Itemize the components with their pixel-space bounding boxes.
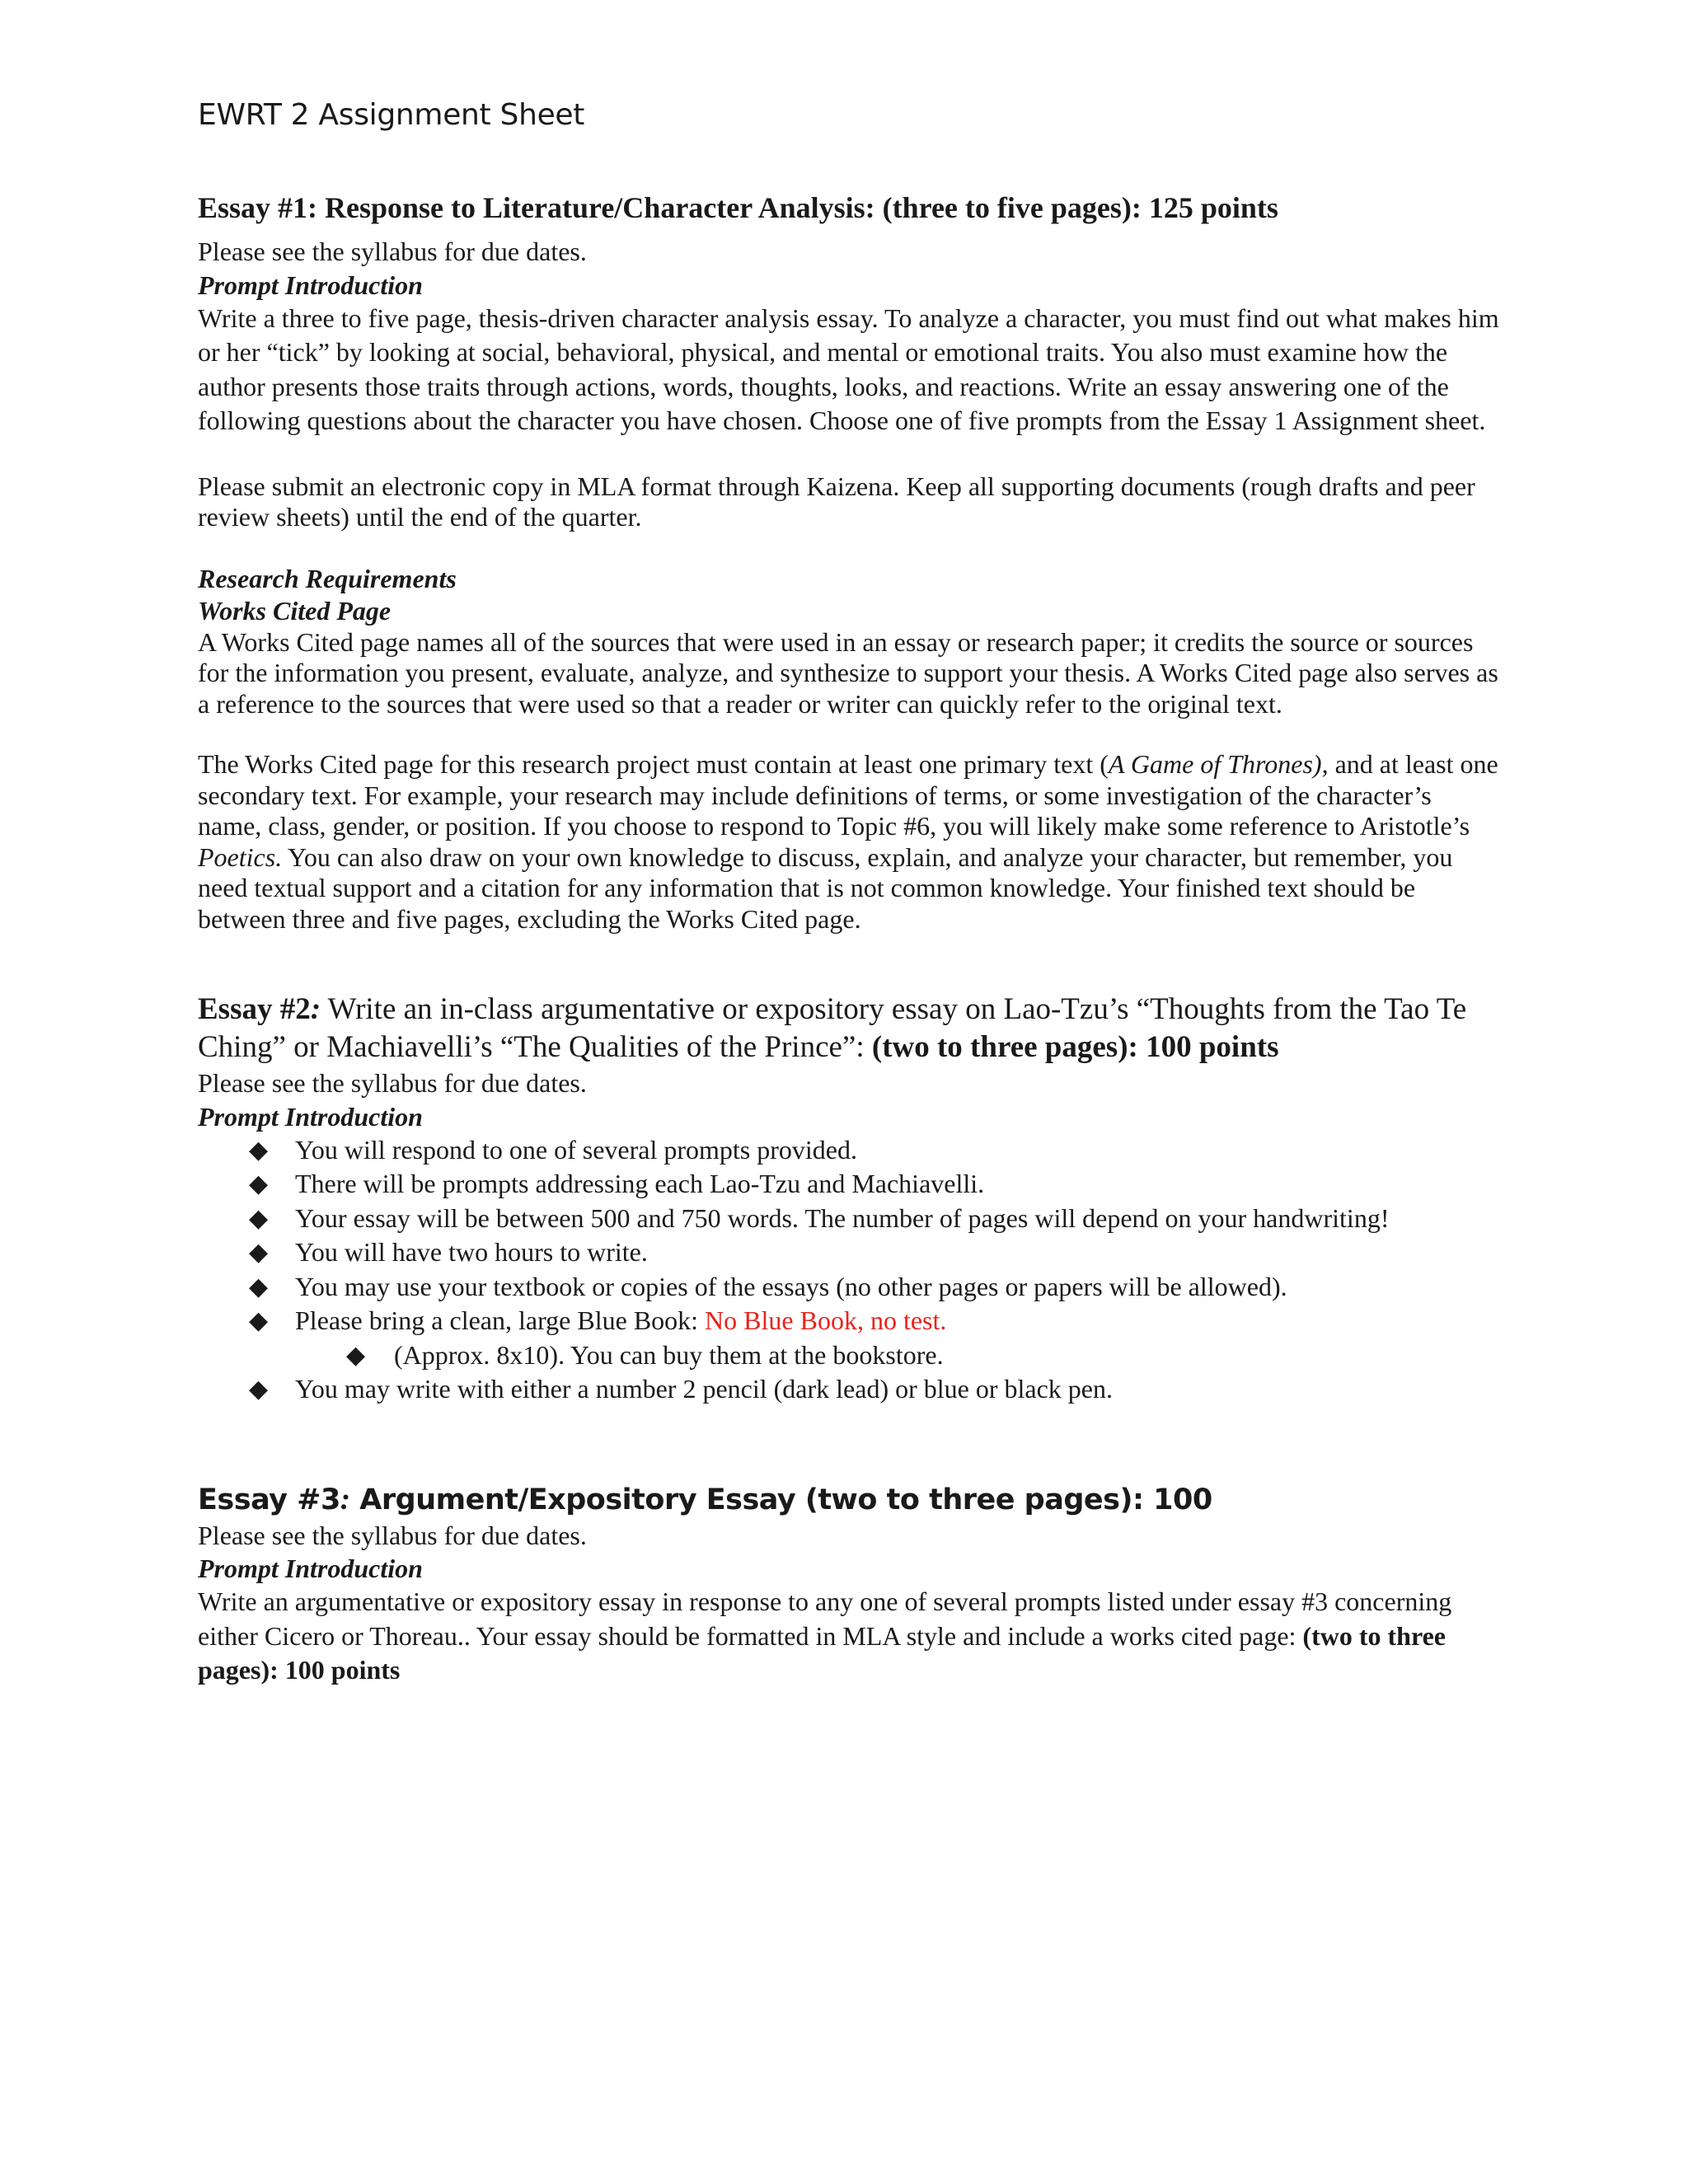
req-part1: The Works Cited page for this research project must contain at least one primary text (: [198, 749, 1109, 780]
req-part2: and at least one secondary text. For example, your research may include definitions of terms, or some investigation of the character’s name, class, gender, or position. If you choose to respond to Topic #6, you will likely make some reference to Aristotle’s: [198, 749, 1498, 841]
essay1-prompt-text: Write a three to five page, thesis-driven character analysis essay. To analyze a character, you must find out what makes him or her “tick” by looking at social, behavioral, physical, and mental or emotional traits. You also must examine how the author presents those traits through actions, words, thoughts, looks, and reactions. Write an essay answering one of the following questions about the character you have chosen. Choose one of five prompts from the Essay 1 Assignment sheet.: [198, 302, 1499, 436]
req-poetics: Poetics.: [198, 841, 283, 872]
essay3-prompt-label: Prompt Introduction: [198, 1554, 423, 1584]
list-item: [249, 1304, 1500, 1338]
diamond-bullet-icon: ◆: [346, 1340, 366, 1370]
essay3-section: [198, 1481, 1500, 1688]
essay1-works-cited-text: A Works Cited page names all of the sources that were used in an essay or research paper; it credits the source or sources for the information you present, evaluate, analyze, and synthesize to support your thesis. A Works Cited page also serves as a reference to the sources that were used so that a reader or writer can quickly refer to the original text.: [198, 626, 1498, 719]
list-item: ◆ (Approx. 8x10). You can buy them at the bookstore.: [249, 1338, 1500, 1373]
diamond-bullet-icon: ◆: [249, 1238, 269, 1268]
essay1-prompt-label: Prompt Introduction: [198, 269, 423, 300]
essay1-requirements-text: [198, 749, 1500, 935]
diamond-bullet-icon: ◆: [249, 1375, 269, 1404]
diamond-bullet-icon: ◆: [249, 1272, 269, 1301]
essay2-bullet-list: [198, 1133, 1500, 1407]
essay1-due: Please see the syllabus for due dates.: [198, 237, 587, 267]
document-page: [198, 97, 1500, 1688]
list-item: ◆ You may use your textbook or copies of the essays (no other pages or papers will be allowed).: [249, 1270, 1500, 1305]
essay1-submit-text: Please submit an electronic copy in MLA format through Kaizena. Keep all supporting documents (rough drafts and peer review sheets) until the end of the quarter.: [198, 471, 1475, 532]
essay3-heading-text: Argument/Expository Essay (two to three pages): 100: [349, 1483, 1212, 1516]
diamond-bullet-icon: ◆: [249, 1169, 269, 1199]
essay2-heading-pages: (two to three pages): 100 points: [871, 1030, 1279, 1065]
essay3-prompt-text: Write an argumentative or expository essay in response to any one of several prompts listed under essay #3 concerning either Cicero or Thoreau.. Your essay should be formatted in MLA style and include a works cited page: (two to three pages): 100 points: [198, 1586, 1452, 1685]
list-item: ◆ Your essay will be between 500 and 750 words. The number of pages will depend on your handwriting!: [249, 1202, 1500, 1236]
essay1-works-cited-label: Works Cited Page: [198, 595, 392, 626]
essay2-due: Please see the syllabus for due dates.: [198, 1068, 587, 1099]
diamond-bullet-icon: ◆: [249, 1135, 269, 1165]
diamond-bullet-icon: ◆: [249, 1203, 269, 1233]
bluebook-text: Please bring a clean, large Blue Book:: [295, 1305, 706, 1336]
essay2-prompt-label: Prompt Introduction: [198, 1101, 423, 1132]
essay3-heading: [198, 1481, 1500, 1519]
essay3-heading-colon: :: [340, 1482, 350, 1516]
essay2-heading-colon: :: [310, 992, 321, 1027]
list-item: ◆ You will respond to one of several prompts provided.: [249, 1133, 1500, 1168]
bluebook-warning: No Blue Book, no test.: [705, 1305, 947, 1336]
diamond-bullet-icon: ◆: [249, 1306, 269, 1336]
essay3-prompt-pages: (two to three pages): 100 points: [198, 1620, 1446, 1685]
essay1-section: [198, 189, 1500, 935]
list-item: ◆ You may write with either a number 2 pencil (dark lead) or blue or black pen.: [249, 1372, 1500, 1407]
essay2-heading: [198, 991, 1500, 1066]
essay2-heading-label: Essay #2: [198, 992, 311, 1027]
list-item: ◆ There will be prompts addressing each Lao-Tzu and Machiavelli.: [249, 1167, 1500, 1202]
sheet-title: EWRT 2 Assignment Sheet: [198, 98, 585, 132]
essay3-heading-label: Essay #3: [198, 1483, 340, 1516]
req-part3: You can also draw on your own knowledge to discuss, explain, and analyze your character, but remember, you need textual support and a citation for any information that is not common knowledge. Your finished text should be between three and five pages, excluding the Works Cited page.: [198, 841, 1453, 934]
req-title: A Game of Thrones),: [1108, 749, 1329, 780]
essay2-heading-text: Write an in-class argumentative or expository essay on Lao-Tzu’s “Thoughts from the Tao Te Ching” or Machiavelli’s “The Qualities of the Prince”:: [198, 992, 1467, 1065]
essay1-heading: Essay #1: Response to Literature/Character Analysis: (three to five pages): 125 points: [198, 191, 1278, 225]
list-item: ◆ You will have two hours to write.: [249, 1235, 1500, 1270]
essay2-section: [198, 991, 1500, 1407]
essay1-research-label: Research Requirements: [198, 563, 457, 593]
essay3-due: Please see the syllabus for due dates.: [198, 1520, 587, 1550]
